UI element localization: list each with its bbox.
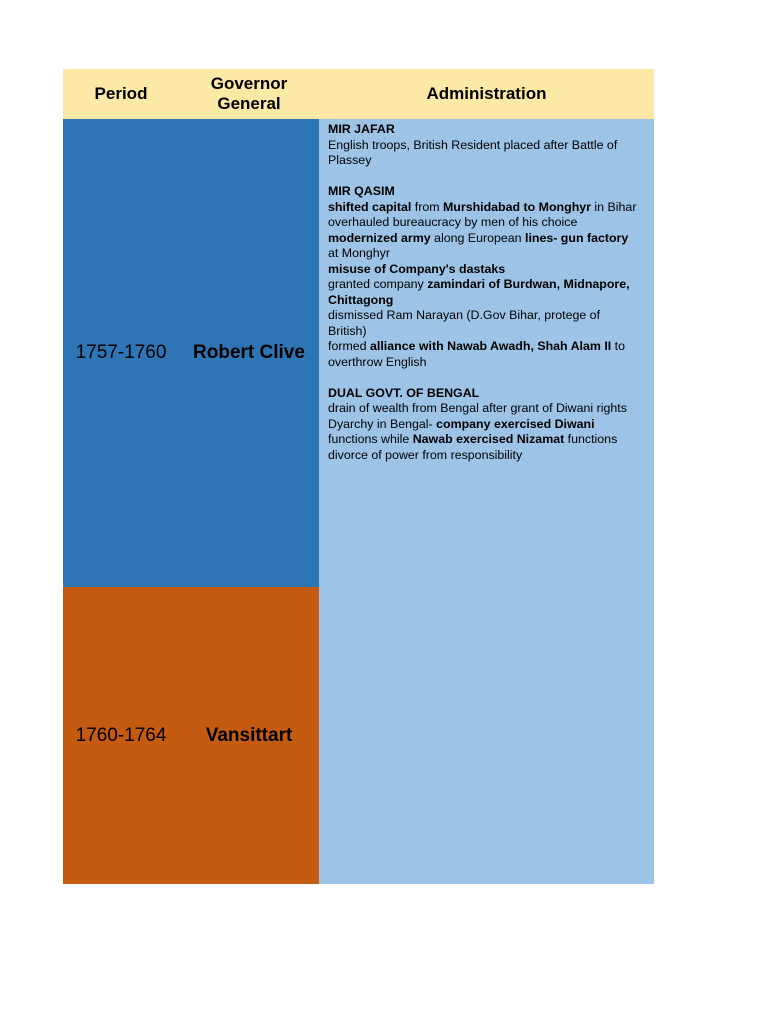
section-title: DUAL GOVT. OF BENGAL	[328, 385, 480, 400]
bold-text: shifted capital	[328, 199, 412, 214]
period-cell: 1757-1760	[75, 342, 167, 363]
text-line	[328, 417, 640, 448]
text-line: English troops, British Resident placed after Battle of Plassey	[328, 137, 618, 167]
text: Dyarchy in Bengal-	[328, 416, 437, 431]
section-dual-govt	[328, 386, 640, 464]
bold-text: Nawab exercised Nizamat	[412, 432, 565, 446]
row-robert-clive	[63, 119, 319, 587]
bold-text: alliance with Nawab Awadh, Shah Alam II	[370, 339, 612, 353]
section-mir-jafar	[328, 122, 640, 169]
text-line: overhauled bureaucracy by men of his choice	[328, 215, 578, 229]
section-title: MIR QASIM	[328, 184, 395, 198]
period-cell: 1760-1764	[75, 724, 167, 746]
bold-text: company exercised Diwani	[436, 416, 595, 431]
section-mir-qasim	[328, 184, 640, 370]
header-administration: Administration	[426, 84, 547, 103]
section-title: MIR JAFAR	[328, 122, 395, 136]
text-line: divorce of power from responsibility	[328, 447, 523, 462]
text-line: dismissed Ram Narayan (D.Gov Bihar, protege of British)	[328, 308, 601, 338]
text: functions while	[328, 432, 413, 446]
history-table	[63, 69, 654, 884]
bold-text: modernized army	[328, 230, 431, 245]
bold-text: Murshidabad to Monghyr	[442, 199, 591, 214]
table-header	[63, 69, 654, 119]
header-period: Period	[94, 84, 148, 103]
text: to overthrow English	[328, 339, 626, 369]
text: at Monghyr	[328, 246, 390, 260]
text: granted company	[328, 277, 428, 291]
row-vansittart	[63, 587, 319, 884]
bold-text: zamindari of Burdwan, Midnapore, Chittagong	[328, 277, 630, 307]
text-line	[328, 231, 640, 262]
governor-cell: Vansittart	[205, 724, 293, 746]
governor-cell: Robert Clive	[193, 342, 305, 363]
text: formed	[328, 339, 371, 353]
text: from	[411, 199, 443, 214]
text-line: misuse of Company's dastaks	[328, 261, 506, 276]
bold-text: lines- gun factory	[525, 230, 629, 245]
text-line	[328, 277, 640, 308]
text: in Bihar	[590, 199, 637, 214]
header-governor-general: Governor General	[210, 74, 288, 113]
text-line: drain of wealth from Bengal after grant of Diwani rights	[328, 401, 627, 415]
administration-cell	[319, 119, 654, 884]
text: along European	[430, 230, 525, 245]
text: functions	[564, 432, 618, 446]
text-line	[328, 339, 640, 370]
text-line	[328, 200, 640, 216]
